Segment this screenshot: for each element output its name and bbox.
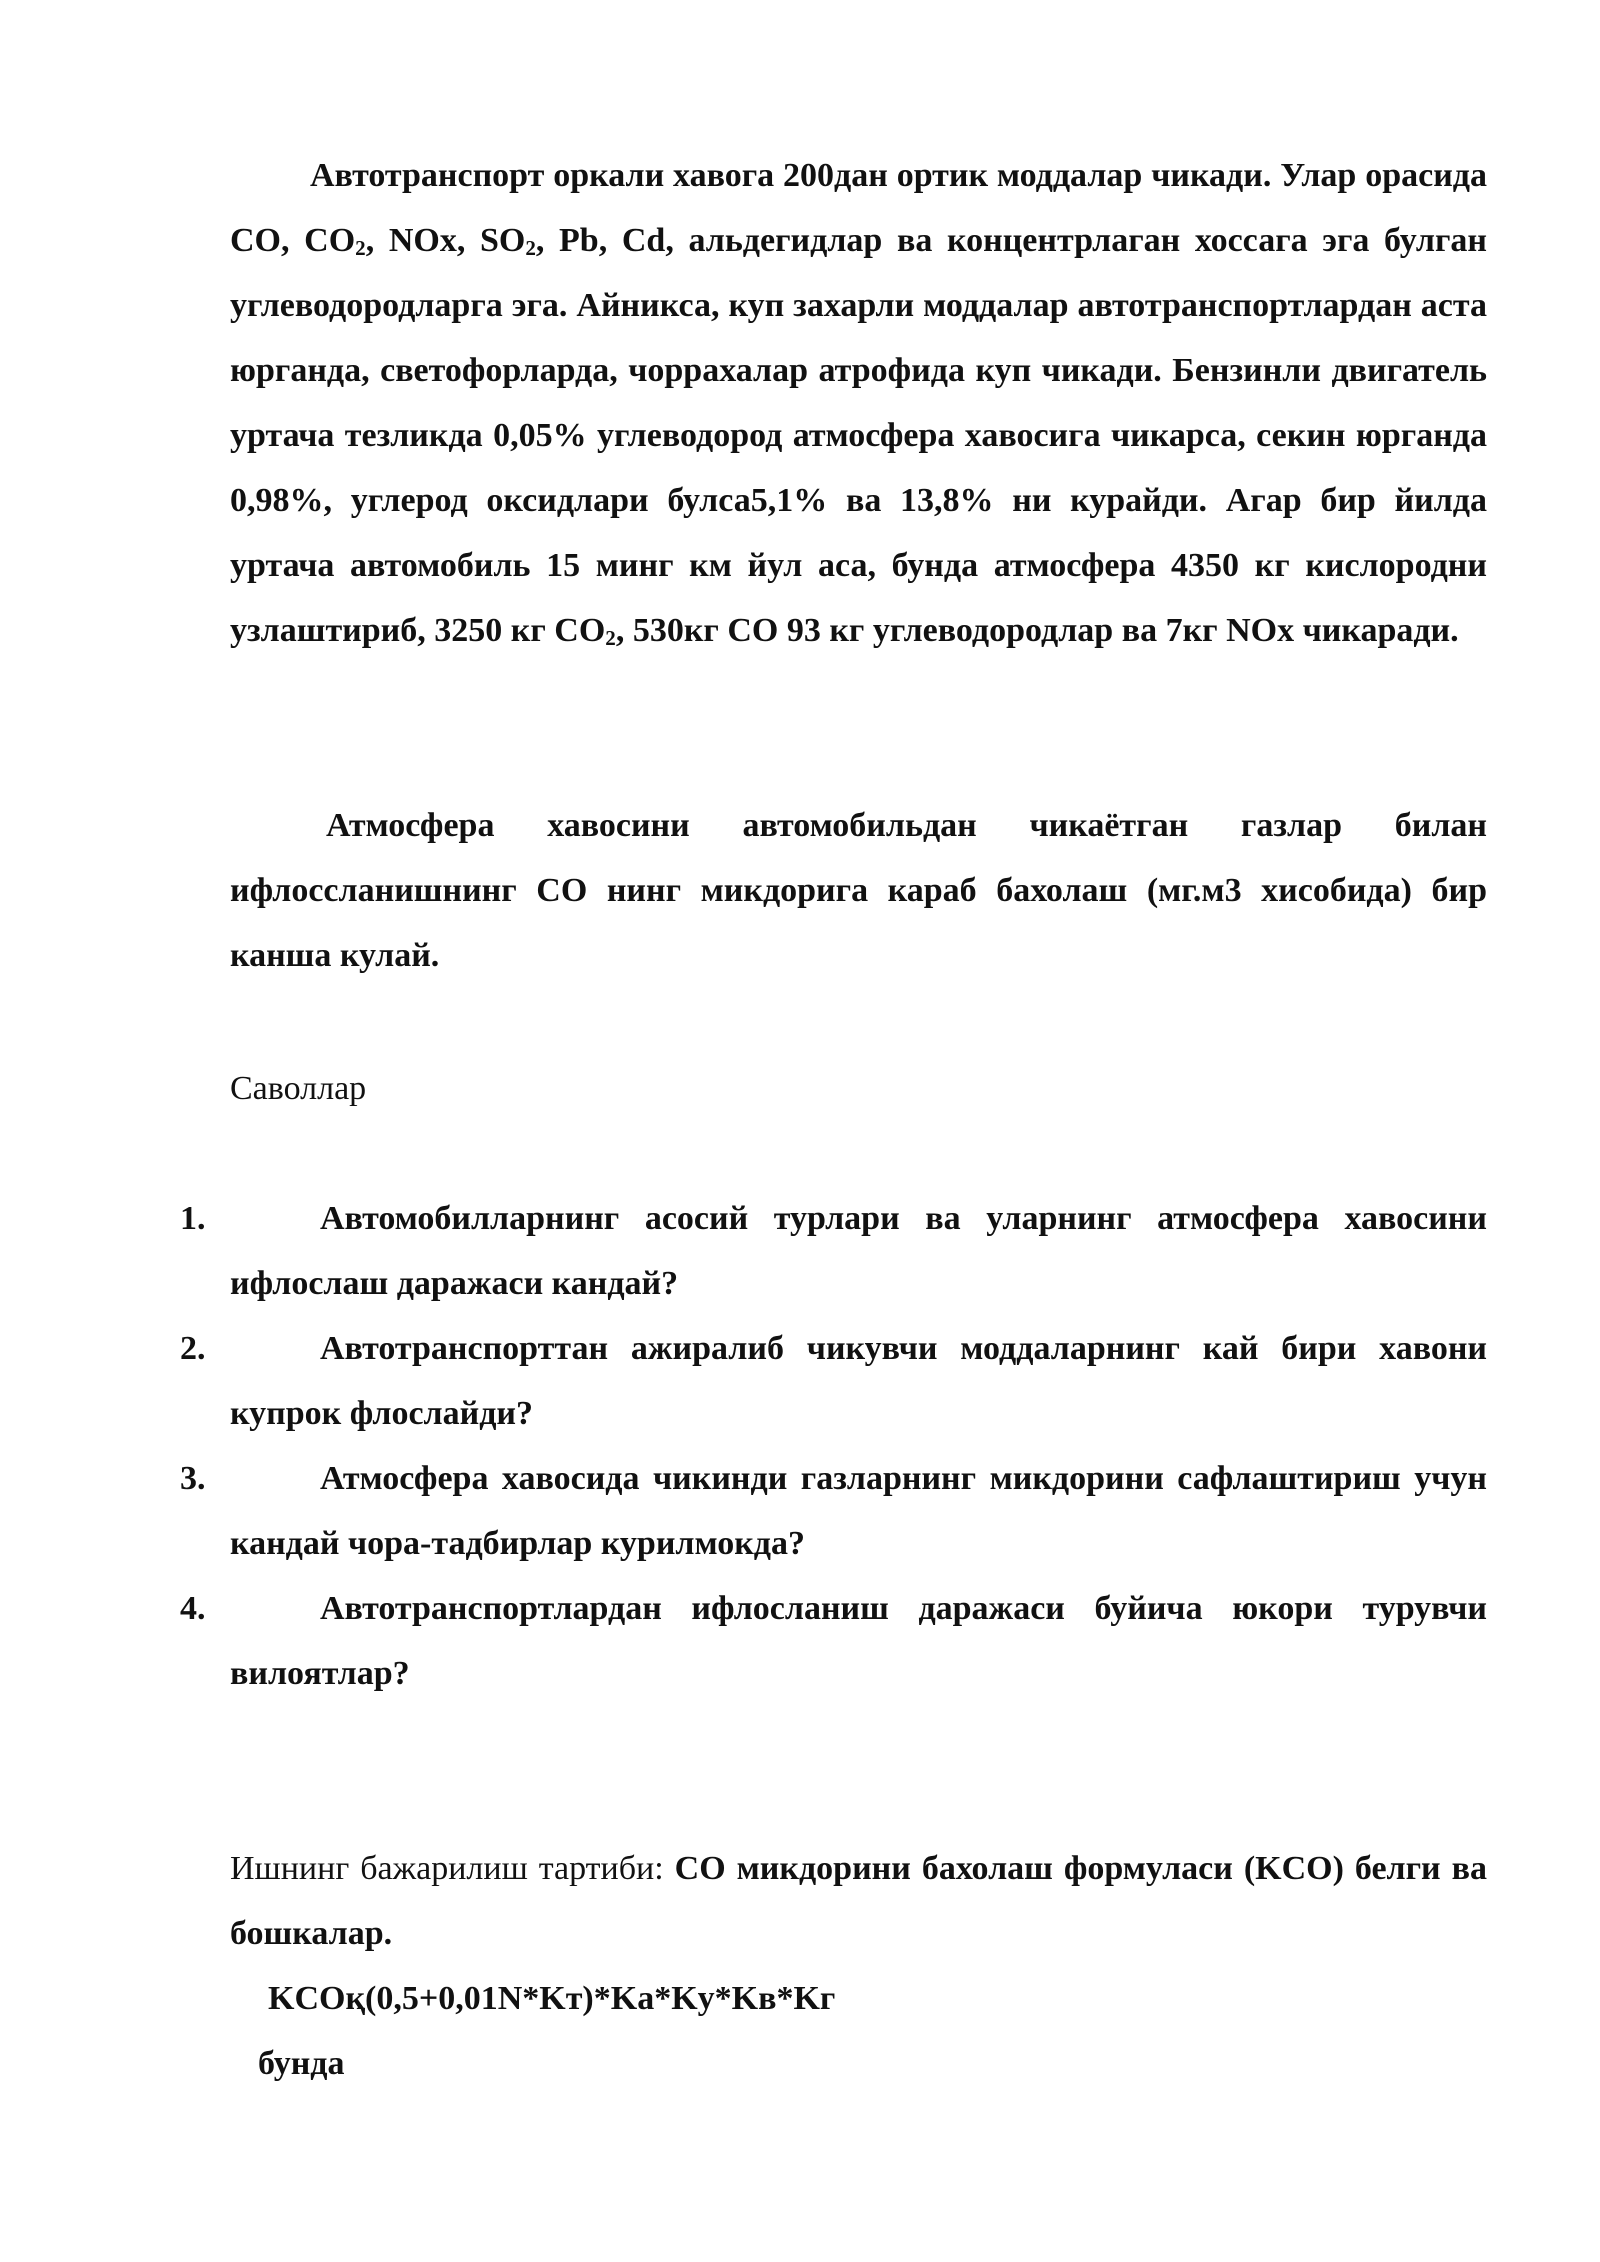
list-item bbox=[180, 1576, 1487, 1706]
question-number: 1. bbox=[180, 1200, 206, 1237]
subscript: 2 bbox=[525, 236, 536, 261]
question-text: Автотранспортлардан ифлосланиш даражаси буйича юкори турувчи вилоятлар? bbox=[230, 1590, 1487, 1692]
question-number: 3. bbox=[180, 1460, 206, 1497]
paragraph-text: Автотранспорт оркали хавога 200дан ортик моддалар чикади. Улар орасида CO, CO bbox=[230, 157, 1487, 259]
subscript: 2 bbox=[355, 236, 366, 261]
list-item bbox=[180, 1186, 1487, 1316]
question-text: Автомобилларнинг асосий турлари ва уларнинг атмосфера хавосини ифлослаш даражаси кандай? bbox=[230, 1200, 1487, 1302]
question-number: 4. bbox=[180, 1590, 206, 1627]
question-text: Атмосфера хавосида чикинди газларнинг микдорини сафлаштириш учун кандай чора-тадбирлар курилмокда? bbox=[230, 1460, 1487, 1562]
paragraph-text: , Pb, Cd, альдегидлар ва концентрлаган хоссага эга булган углеводородларга эга. Айникса, куп захарли моддалар автотранспортлардан аста юрганда, светофорларда, чоррахалар атрофида куп чикади. Бензинли двигатель уртача тезликда 0,05% углеводород атмосфера хавосига чикарса, секин юрганда 0,98%, углерод оксидлари булса5,1% ва 13,8% ни курайди. Агар бир йилда уртача автомобиль 15 минг км йул аса, бунда атмосфера 4350 кг кислородни узлаштириб, 3250 кг CO bbox=[230, 222, 1488, 649]
list-item bbox=[180, 1446, 1487, 1576]
paragraph-text: , 530кг CO 93 кг углеводородлар ва 7кг NOx чикаради. bbox=[615, 612, 1459, 649]
paragraph-co-assessment: Атмосфера хавосини автомобильдан чикаётган газлар билан ифлоссланишнинг CO нинг микдорига караб бахолаш (мг.м3 хисобида) бир канша кулай. bbox=[230, 807, 1487, 974]
procedure-text: CO микдорини бахолаш формуласи (KCO) белги ва бошкалар. bbox=[230, 1850, 1487, 1952]
bunda-label: бунда bbox=[258, 2045, 345, 2082]
list-item bbox=[180, 1316, 1487, 1446]
paragraph-emissions bbox=[230, 143, 1487, 663]
paragraph-text: , NOx, SO bbox=[365, 222, 526, 259]
questions-list bbox=[180, 1186, 1487, 1706]
question-text: Автотранспорттан ажиралиб чикувчи моддаларнинг кай бири хавони купрок флослайди? bbox=[230, 1330, 1487, 1432]
question-number: 2. bbox=[180, 1330, 206, 1367]
procedure-paragraph bbox=[230, 1836, 1487, 1966]
subscript: 2 bbox=[605, 626, 616, 651]
co-formula: KCOқ(0,5+0,01N*Kт)*Ka*Kу*Kв*Kг bbox=[268, 1980, 836, 2017]
procedure-label: Ишнинг бажарилиш тартиби: bbox=[230, 1850, 675, 1887]
questions-heading: Саволлар bbox=[230, 1070, 367, 1107]
